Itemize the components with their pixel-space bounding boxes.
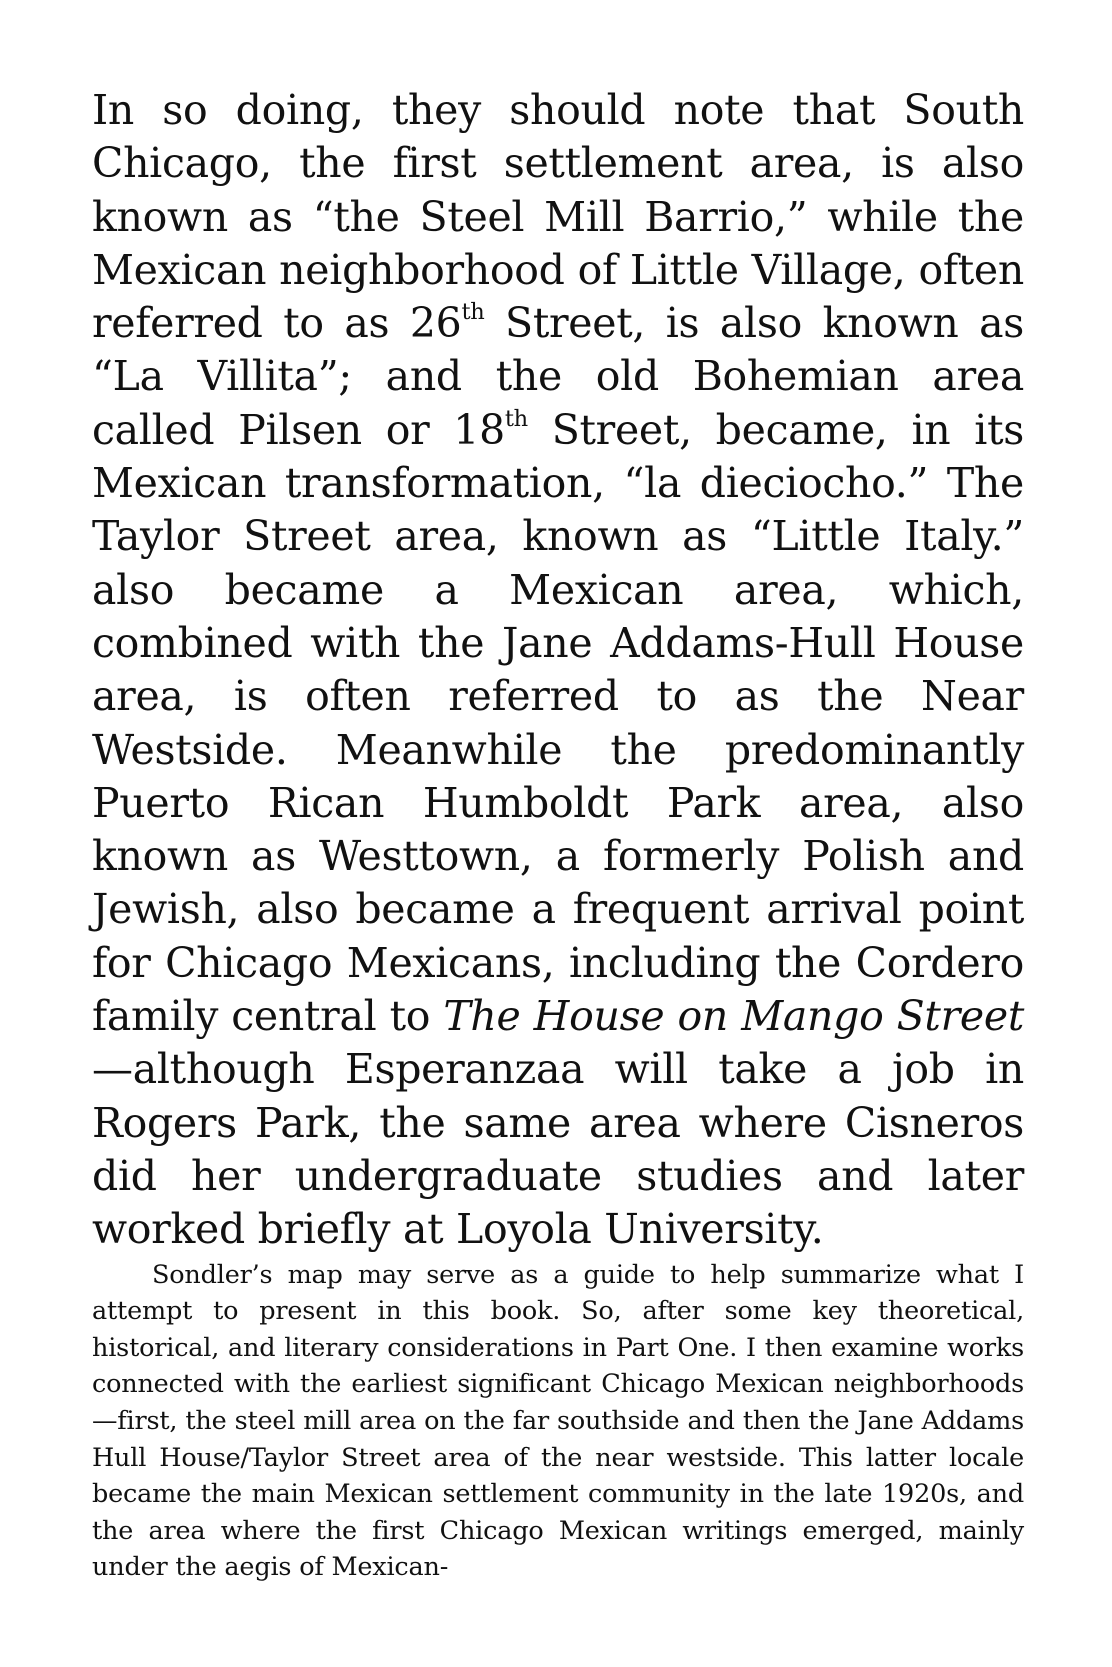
paragraph-summary: Sondler’s map may serve as a guide to help summarize what I attempt to present in this book. So, after some key theoretical, historical, and literary considerations in Part One. I then examine works connected with the earliest significant Chicago Mexican neighborhoods—first, the steel mill area on the far southside and then the Jane Addams Hull House/Taylor Street area of the near westside. This latter locale became the main Mexican settlement community in the late 1920s, and the area where the first Chicago Mexican writings emerged, mainly under the aegis of Mexican- — [92, 1259, 1024, 1583]
ordinal-suffix: th — [504, 405, 528, 432]
paragraph-text: Street, is also known as “La Villita”; and the old Bohemian area called Pilsen or 18 — [92, 299, 1024, 454]
paragraph-neighborhoods — [92, 84, 1024, 1257]
page-body — [92, 84, 1024, 1586]
book-title: The House on Mango Street — [443, 992, 1024, 1041]
paragraph-text: Street, became, in its Mexican transformation, “la dieciocho.” The Taylor Street area, known as “Little Italy.” also became a Mexican area, which, combined with the Jane Addams-Hull House area, is often referred to as the Near Westside. Meanwhile the predominantly Puerto Rican Humboldt Park area, also known as Westtown, a formerly Polish and Jewish, also became a frequent arrival point for Chicago Mexicans, including the Cordero family central to — [92, 405, 1024, 1041]
paragraph-text: —although Esperanzaa will take a job in Rogers Park, the same area where Cisneros did her undergraduate studies and later worked briefly at Loyola University. — [92, 1045, 1024, 1254]
paragraph-text: In so doing, they should note that South Chicago, the first settlement area, is also known as “the Steel Mill Barrio,” while the Mexican neighborhood of Little Village, often referred to as 26 — [92, 86, 1024, 348]
ordinal-suffix: th — [461, 299, 485, 326]
